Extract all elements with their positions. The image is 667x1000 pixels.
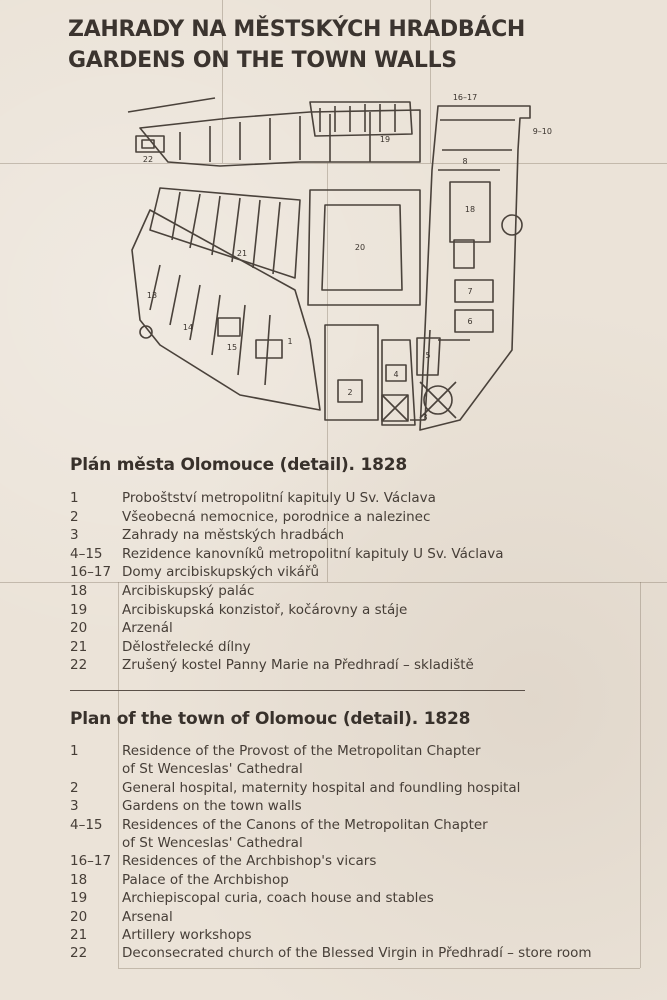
legend-description-line: Gardens on the town walls — [122, 798, 302, 815]
legend-description-line: Zrušený kostel Panny Marie na Předhradí – skladiště — [122, 657, 474, 674]
legend-number: 1 — [70, 490, 79, 506]
map-building-19 — [310, 102, 412, 136]
legend-number: 20 — [70, 908, 88, 925]
title-english: GARDENS ON THE TOWN WALLS — [68, 48, 457, 73]
legend-item — [70, 526, 610, 545]
legend-description — [122, 871, 610, 889]
legend-item — [70, 638, 610, 657]
legend-item — [70, 926, 610, 944]
legend-description — [122, 601, 610, 620]
legend-description-line: Domy arcibiskupských vikářů — [122, 564, 319, 581]
legend-description-line: Residence of the Provost of the Metropolitan Chapter — [122, 743, 481, 759]
map-block-divisions — [180, 112, 370, 162]
legend-item — [70, 944, 610, 962]
map-label: 5 — [425, 351, 431, 360]
map-block-southwest — [132, 210, 320, 410]
legend-item — [70, 545, 610, 564]
legend-description-line: Residences of the Archbishop's vicars — [122, 853, 377, 870]
czech-legend-list — [70, 489, 610, 675]
panel-seam — [640, 582, 641, 968]
czech-legend-heading: Plán města Olomouce (detail). 1828 — [70, 455, 408, 475]
legend-item — [70, 908, 610, 926]
map-building-14 — [218, 318, 240, 336]
legend-description — [122, 526, 610, 545]
legend-description — [122, 816, 610, 853]
map-building-21-divisions — [172, 192, 280, 274]
legend-number: 2 — [70, 779, 79, 796]
legend-description-line: Arcibiskupská konzistoř, kočárovny a stáje — [122, 601, 408, 618]
legend-number: 3 — [70, 527, 79, 544]
map-label: 8 — [462, 157, 468, 166]
legend-description-line: Residences of the Canons of the Metropolitan Chapter — [122, 816, 488, 833]
legend-description — [122, 489, 610, 508]
legend-description — [122, 582, 610, 601]
legend-description-line: Arsenal — [122, 908, 173, 925]
legend-item — [70, 619, 610, 638]
legend-number: 4–15 — [70, 545, 103, 562]
legend-description — [122, 742, 610, 779]
map-building-2-block — [325, 325, 378, 420]
legend-description — [122, 926, 610, 944]
legend-description — [122, 545, 610, 564]
english-legend-heading: Plan of the town of Olomouc (detail). 1828 — [70, 709, 471, 729]
legend-number: 22 — [70, 945, 88, 962]
map-block-east-lines — [438, 120, 515, 170]
legend-description-line: Deconsecrated church of the Blessed Virgin in Předhradí – store room — [122, 945, 592, 962]
map-wall-line — [128, 98, 215, 112]
legend-description — [122, 656, 610, 675]
legend-number: 1 — [70, 743, 79, 759]
map-building-1 — [256, 340, 282, 358]
legend-item — [70, 779, 610, 797]
map-block-east — [420, 106, 530, 430]
legend-description-line: of St Wenceslas' Cathedral — [122, 835, 303, 852]
legend-item — [70, 889, 610, 907]
panel-title — [68, 14, 525, 76]
legend-description — [122, 563, 610, 582]
legend-number: 19 — [70, 890, 88, 907]
legend-description — [122, 889, 610, 907]
legend-item — [70, 489, 610, 508]
legend-description-line: Palace of the Archbishop — [122, 871, 289, 888]
legend-item — [70, 816, 610, 853]
legend-description-line: of St Wenceslas' Cathedral — [122, 761, 303, 778]
legend-description — [122, 779, 610, 797]
legend-description — [122, 797, 610, 815]
map-label: 19 — [379, 135, 391, 144]
legend-number: 2 — [70, 508, 79, 525]
legend-number: 18 — [70, 582, 88, 599]
legend-number: 4–15 — [70, 816, 103, 833]
map-building-22 — [136, 136, 164, 152]
legend-number: 22 — [70, 657, 88, 674]
legend-description — [122, 638, 610, 657]
english-legend-list — [70, 742, 610, 963]
legend-item — [70, 508, 610, 527]
legend-item — [70, 563, 610, 582]
map-label: 21 — [236, 249, 248, 258]
legend-item — [70, 742, 610, 779]
legend-description-line: Arcibiskupský palác — [122, 582, 255, 599]
map-label: 22 — [142, 155, 154, 164]
map-building-18-wing — [454, 240, 474, 268]
legend-description — [122, 852, 610, 870]
map-label: 20 — [354, 243, 366, 252]
legend-description-line: General hospital, maternity hospital and foundling hospital — [122, 779, 521, 796]
legend-description-line: Artillery workshops — [122, 927, 252, 944]
legend-number: 16–17 — [70, 564, 112, 581]
legend-item — [70, 852, 610, 870]
map-label: 4 — [393, 370, 399, 379]
map-label: 6 — [467, 317, 473, 326]
map-label: 14 — [182, 323, 194, 332]
map-building-6 — [455, 310, 493, 332]
map-label: 3 — [422, 413, 428, 422]
legend-description-line: Zahrady na městských hradbách — [122, 527, 345, 544]
legend-description-line: Proboštství metropolitní kapituly U Sv. Václava — [122, 490, 436, 506]
legend-description — [122, 908, 610, 926]
map-block-southwest-divisions — [150, 265, 270, 385]
legend-item — [70, 797, 610, 815]
legend-item — [70, 656, 610, 675]
legend-description-line: Archiepiscopal curia, coach house and stables — [122, 890, 434, 907]
legend-description-line: Rezidence kanovníků metropolitní kapituly U Sv. Václava — [122, 545, 504, 562]
map-building-19-divisions — [320, 104, 395, 132]
map-label: 16–17 — [452, 93, 478, 102]
map-label: 15 — [226, 343, 238, 352]
legend-number: 21 — [70, 638, 88, 655]
map-label: 18 — [464, 205, 476, 214]
legend-description — [122, 619, 610, 638]
legend-item — [70, 601, 610, 620]
legend-item — [70, 871, 610, 889]
legend-number: 19 — [70, 601, 88, 618]
map-block-north — [140, 110, 420, 166]
legend-description-line: Arzenál — [122, 620, 173, 637]
legend-number: 18 — [70, 871, 88, 888]
legend-number: 16–17 — [70, 853, 112, 870]
panel-seam — [118, 968, 640, 969]
map-building-7 — [455, 280, 493, 302]
legend-description — [122, 508, 610, 527]
map-label: 7 — [467, 287, 473, 296]
map-label: 1 — [287, 337, 293, 346]
map-label: 2 — [347, 388, 353, 397]
map-tower — [502, 215, 522, 235]
legend-number: 3 — [70, 798, 79, 815]
legend-item — [70, 582, 610, 601]
map-label: 9–10 — [532, 127, 552, 136]
legend-description-line: Dělostřelecké dílny — [122, 638, 251, 655]
legend-number: 21 — [70, 927, 88, 944]
map-label: 13 — [146, 291, 158, 300]
section-divider — [70, 690, 525, 691]
title-czech: ZAHRADY NA MĚSTSKÝCH HRADBÁCH — [68, 17, 526, 42]
town-plan-map — [120, 90, 552, 435]
map-garden-3-paths — [382, 395, 408, 421]
legend-description — [122, 944, 610, 962]
legend-description-line: Všeobecná nemocnice, porodnice a nalezinec — [122, 508, 431, 525]
legend-number: 20 — [70, 620, 88, 637]
